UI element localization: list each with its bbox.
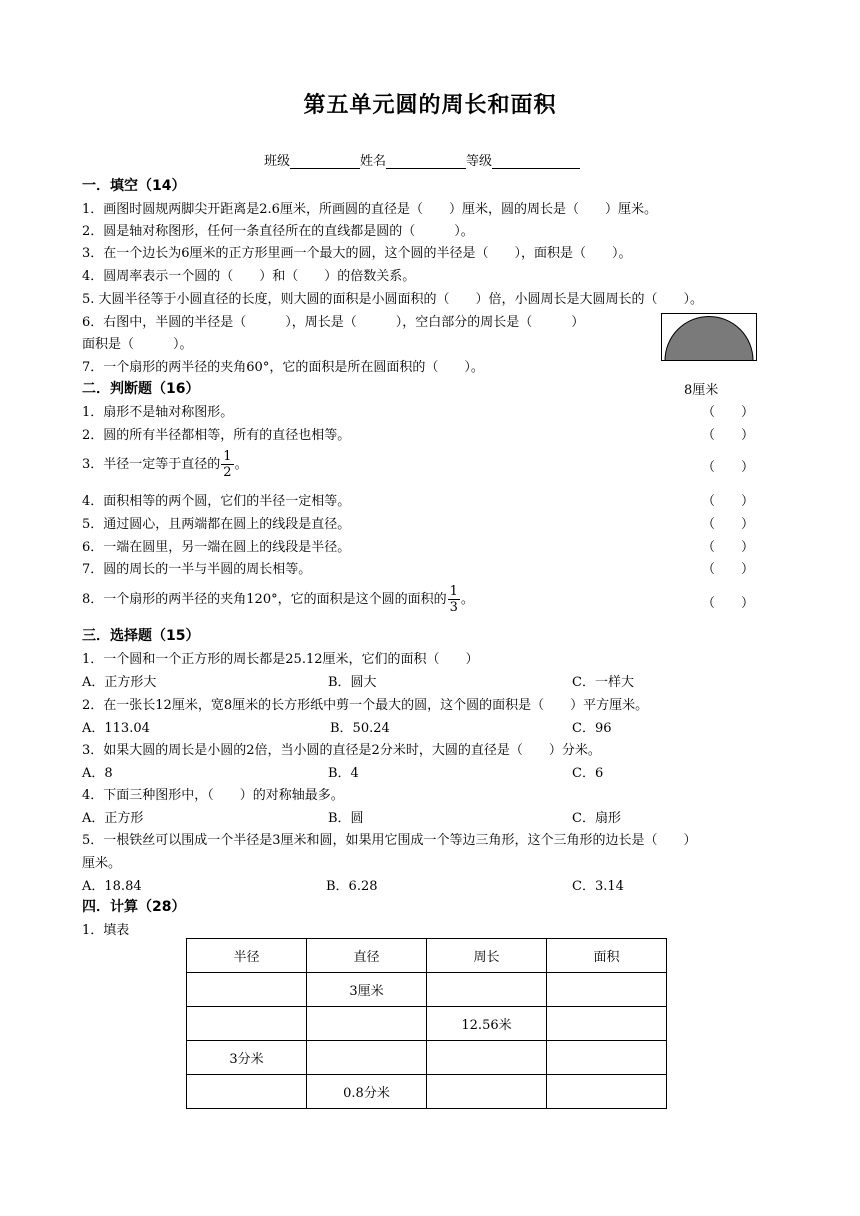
table-cell[interactable] (427, 973, 547, 1007)
table-cell: 0.8分米 (307, 1075, 427, 1109)
fill-question-3: 3．在一个边长为6厘米的正方形里画一个最大的圆，这个圆的半径是（ ），面积是（ ）。 (82, 246, 632, 261)
choice-3-option-a[interactable]: A．8 (82, 766, 113, 781)
fraction-numerator: 1 (223, 449, 232, 464)
table-cell[interactable] (187, 973, 307, 1007)
judge-question-2: 2．圆的所有半径都相等，所有的直径也相等。 (82, 428, 351, 443)
page-title: 第五单元圆的周长和面积 (303, 93, 557, 118)
class-blank[interactable] (290, 154, 360, 169)
fill-question-2: 2．圆是轴对称图形，任何一条直径所在的直线都是圆的（ ）。 (82, 224, 474, 239)
choice-1-option-b[interactable]: B．圆大 (328, 675, 377, 690)
choice-question-3: 3．如果大圆的周长是小圆的2倍，当小圆的直径是2分米时，大圆的直径是（ ）分米。 (82, 743, 601, 758)
choice-question-1: 1．一个圆和一个正方形的周长都是25.12厘米，它们的面积（ ） (82, 652, 479, 667)
judge-question-3-text: 3．半径一定等于直径的 (82, 457, 221, 472)
fraction-one-third (448, 584, 460, 615)
table-cell[interactable] (547, 1041, 667, 1075)
judge-question-3 (82, 449, 248, 480)
student-info-row (264, 150, 580, 169)
judge-answer-8[interactable]: （ ） (702, 596, 755, 611)
header-diameter: 直径 (307, 939, 427, 973)
semicircle-figure (661, 313, 757, 361)
fraction-denominator: 2 (223, 465, 232, 480)
judge-question-1: 1．扇形不是轴对称图形。 (82, 405, 234, 420)
table-cell[interactable] (307, 1041, 427, 1075)
fill-question-6-cont: 面积是（ ）。 (82, 337, 193, 352)
section-judgement-title: 二．判断题（16） (82, 381, 200, 397)
choice-4-option-b[interactable]: B．圆 (328, 811, 364, 826)
judge-question-5: 5．通过圆心，且两端都在圆上的线段是直径。 (82, 517, 351, 532)
name-label: 姓名 (360, 154, 387, 169)
choice-question-5: 5．一根铁丝可以围成一个半径是3厘米和圆，如果用它围成一个等边三角形，这个三角形的边长是（ ） (82, 833, 697, 848)
choice-4-option-c[interactable]: C．扇形 (572, 811, 621, 826)
class-label: 班级 (264, 154, 291, 169)
header-radius: 半径 (187, 939, 307, 973)
choice-question-5-cont: 厘米。 (82, 856, 122, 871)
judge-answer-3[interactable]: （ ） (702, 460, 755, 475)
table-cell[interactable] (547, 1007, 667, 1041)
fill-question-7: 7．一个扇形的两半径的夹角60°，它的面积是所在圆面积的（ ）。 (82, 360, 484, 375)
table-cell[interactable] (547, 973, 667, 1007)
calc-question-1: 1．填表 (82, 923, 130, 938)
fill-question-6: 6．右图中，半圆的半径是（ ），周长是（ ），空白部分的周长是（ ） (82, 315, 585, 330)
judge-question-8 (82, 584, 474, 615)
name-blank[interactable] (386, 154, 466, 169)
judge-answer-4[interactable]: （ ） (702, 494, 755, 509)
judge-question-4: 4．面积相等的两个圆，它们的半径一定相等。 (82, 494, 351, 509)
judge-answer-5[interactable]: （ ） (702, 517, 755, 532)
choice-5-option-b[interactable]: B．6.28 (326, 879, 378, 894)
table-header-row (187, 939, 667, 973)
table-cell[interactable] (427, 1041, 547, 1075)
choice-question-2: 2．在一张长12厘米，宽8厘米的长方形纸中剪一个最大的圆，这个圆的面积是（ ）平方厘米。 (82, 698, 649, 713)
choice-5-option-a[interactable]: A．18.84 (82, 879, 142, 894)
choice-1-option-c[interactable]: C．一样大 (572, 675, 634, 690)
table-cell[interactable] (307, 1007, 427, 1041)
header-area: 面积 (547, 939, 667, 973)
choice-2-option-b[interactable]: B．50.24 (330, 721, 390, 736)
judge-answer-2[interactable]: （ ） (702, 428, 755, 443)
table-cell[interactable] (427, 1075, 547, 1109)
header-circumference: 周长 (427, 939, 547, 973)
fill-question-4: 4．圆周率表示一个圆的（ ）和（ ）的倍数关系。 (82, 269, 416, 284)
fraction-one-half (221, 449, 233, 480)
section-choice-title: 三．选择题（15） (82, 628, 200, 644)
table-cell: 12.56米 (427, 1007, 547, 1041)
choice-2-option-c[interactable]: C．96 (572, 721, 612, 736)
table-row (187, 1007, 667, 1041)
judge-question-7: 7．圆的周长的一半与半圆的周长相等。 (82, 562, 312, 577)
circle-fill-table (186, 938, 667, 1109)
grade-label: 等级 (466, 154, 493, 169)
table-row (187, 1075, 667, 1109)
judge-question-3-end: 。 (234, 457, 248, 472)
figure-width-label: 8厘米 (684, 383, 719, 398)
choice-5-option-c[interactable]: C．3.14 (572, 879, 624, 894)
choice-question-4: 4．下面三种图形中，（ ）的对称轴最多。 (82, 788, 344, 803)
table-cell[interactable] (547, 1075, 667, 1109)
table-row (187, 973, 667, 1007)
judge-question-8-text: 8．一个扇形的两半径的夹角120°，它的面积是这个圆的面积的 (82, 592, 447, 607)
choice-4-option-a[interactable]: A．正方形 (82, 811, 144, 826)
judge-question-8-end: 。 (460, 592, 474, 607)
fraction-denominator: 3 (449, 600, 458, 615)
table-row (187, 1041, 667, 1075)
fraction-numerator: 1 (449, 584, 458, 599)
table-cell[interactable] (187, 1007, 307, 1041)
section-fill-in-title: 一．填空（14） (82, 178, 186, 194)
fill-question-5: 5. 大圆半径等于小圆直径的长度，则大圆的面积是小圆面积的（ ）倍，小圆周长是大圆周长的（ ）。 (82, 292, 704, 307)
choice-3-option-b[interactable]: B．4 (328, 766, 359, 781)
grade-blank[interactable] (492, 154, 580, 169)
judge-answer-6[interactable]: （ ） (702, 540, 755, 555)
fill-question-1: 1．画图时圆规两脚尖开距离是2.6厘米，所画圆的直径是（ ）厘米，圆的周长是（ ）厘米。 (82, 202, 657, 217)
judge-answer-7[interactable]: （ ） (702, 562, 755, 577)
choice-3-option-c[interactable]: C．6 (572, 766, 604, 781)
table-cell: 3厘米 (307, 973, 427, 1007)
table-cell[interactable] (187, 1075, 307, 1109)
judge-answer-1[interactable]: （ ） (702, 405, 755, 420)
choice-2-option-a[interactable]: A．113.04 (82, 721, 150, 736)
table-cell: 3分米 (187, 1041, 307, 1075)
section-calculation-title: 四．计算（28） (82, 899, 186, 915)
judge-question-6: 6．一端在圆里，另一端在圆上的线段是半径。 (82, 540, 351, 555)
choice-1-option-a[interactable]: A．正方形大 (82, 675, 157, 690)
